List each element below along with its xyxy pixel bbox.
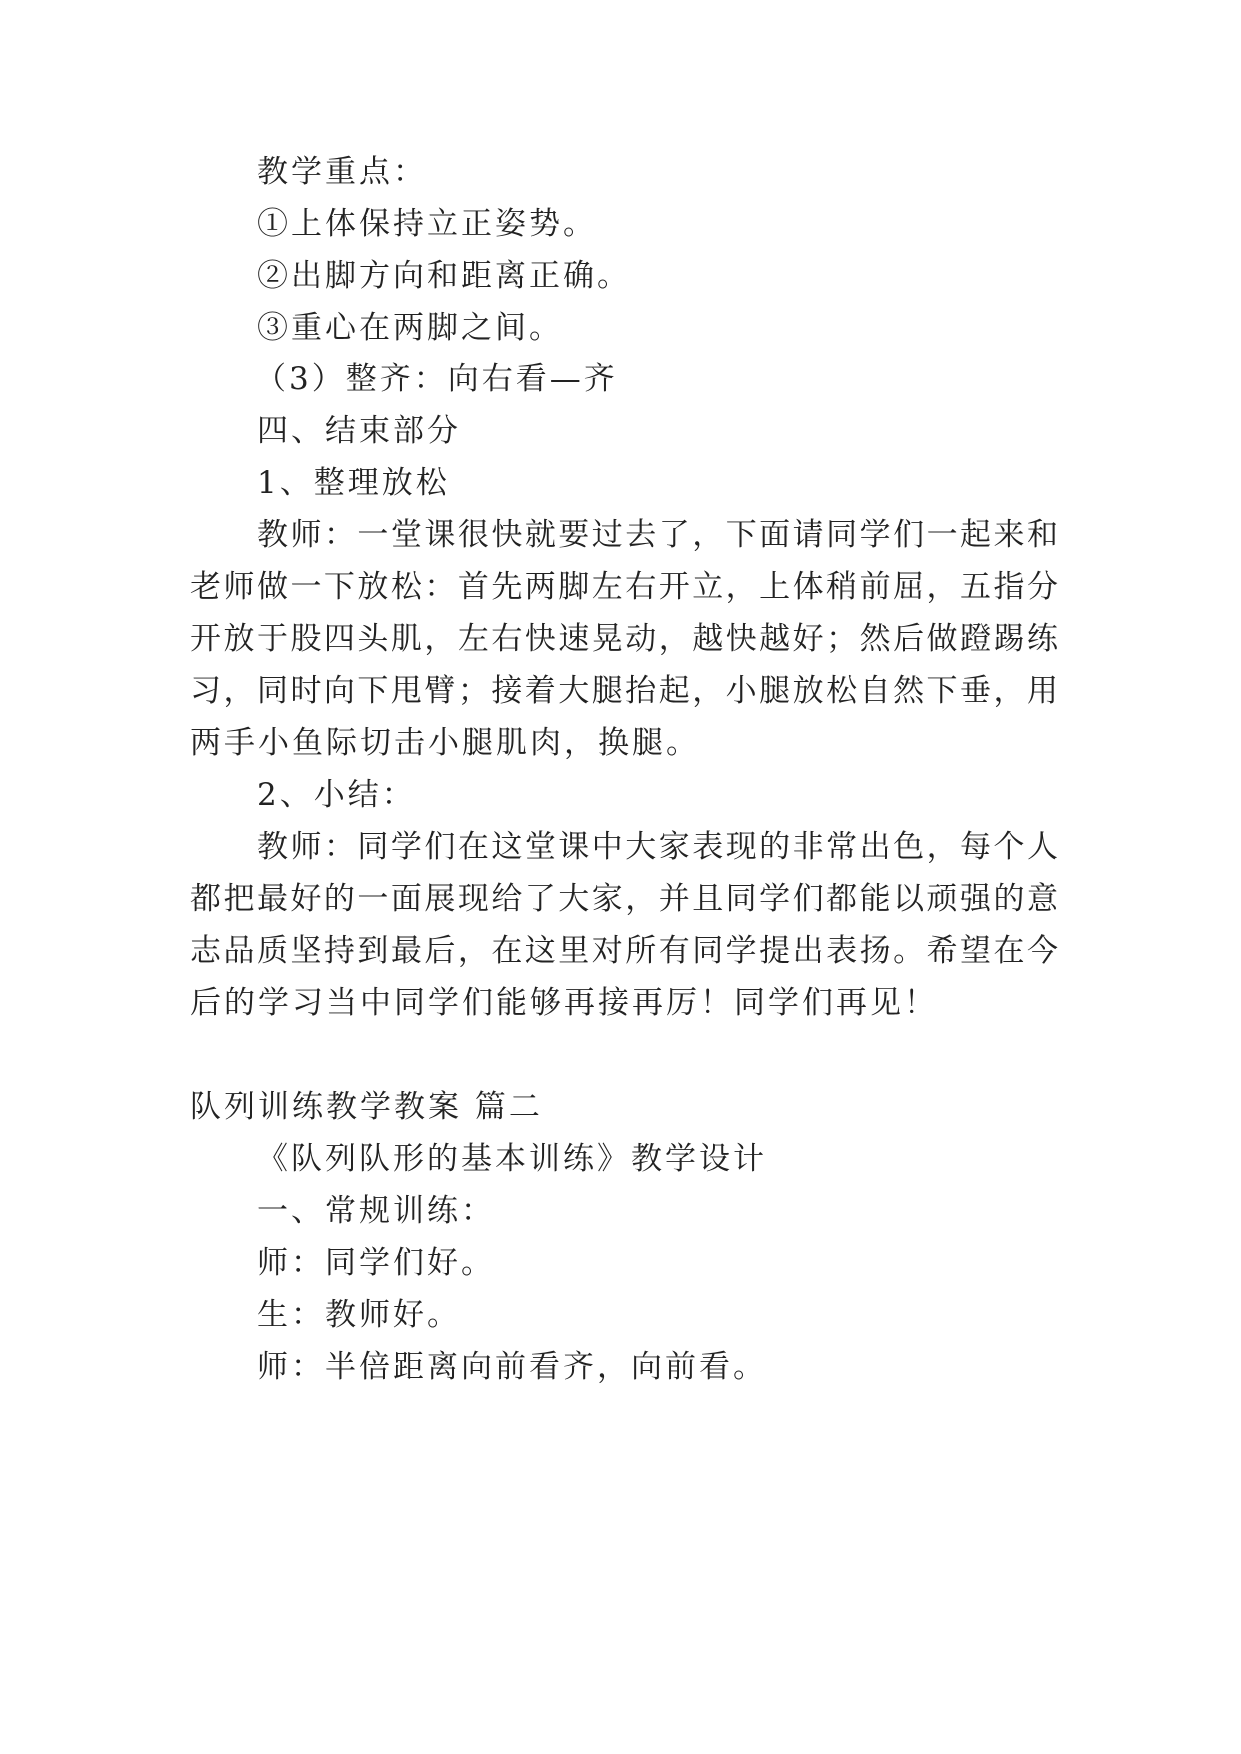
paragraph-relax-line-5: 两手小鱼际切击小腿肌肉，换腿。 <box>190 725 700 761</box>
section-heading-ending: 四、结束部分 <box>257 413 461 449</box>
focus-item-1: ①上体保持立正姿势。 <box>257 206 597 242</box>
paragraph-summary-line-4: 后的学习当中同学们能够再接再厉！同学们再见！ <box>190 985 938 1021</box>
design-title: 《队列队形的基本训练》教学设计 <box>257 1141 767 1177</box>
dialogue-teacher-command: 师：半倍距离向前看齐，向前看。 <box>257 1349 767 1385</box>
paragraph-summary-line-1: 教师：同学们在这堂课中大家表现的非常出色，每个人 <box>257 829 1060 865</box>
paragraph-relax-line-4: 习，同时向下甩臂；接着大腿抬起，小腿放松自然下垂，用 <box>190 673 1060 709</box>
section-heading-routine: 一、常规训练： <box>257 1193 495 1229</box>
focus-item-3: ③重心在两脚之间。 <box>257 310 563 346</box>
paragraph-summary-line-3: 志品质坚持到最后，在这里对所有同学提出表扬。希望在今 <box>190 933 1060 969</box>
subheading-relax: 1、整理放松 <box>257 465 450 501</box>
heading-teaching-focus: 教学重点： <box>257 154 427 190</box>
dialogue-student-reply: 生：教师好。 <box>257 1297 461 1333</box>
dialogue-teacher-greeting: 师：同学们好。 <box>257 1245 495 1281</box>
focus-item-2: ②出脚方向和距离正确。 <box>257 258 631 294</box>
paragraph-relax-line-1: 教师：一堂课很快就要过去了，下面请同学们一起来和 <box>257 517 1060 553</box>
paragraph-summary-line-2: 都把最好的一面展现给了大家，并且同学们都能以顽强的意 <box>190 881 1060 917</box>
section-title-part-two: 队列训练教学教案 篇二 <box>190 1089 543 1125</box>
alignment-step: （3）整齐：向右看—齐 <box>255 361 618 397</box>
paragraph-relax-line-3: 开放于股四头肌，左右快速晃动，越快越好；然后做蹬踢练 <box>190 621 1060 657</box>
subheading-summary: 2、小结： <box>257 777 416 813</box>
paragraph-relax-line-2: 老师做一下放松：首先两脚左右开立，上体稍前屈，五指分 <box>190 569 1060 605</box>
